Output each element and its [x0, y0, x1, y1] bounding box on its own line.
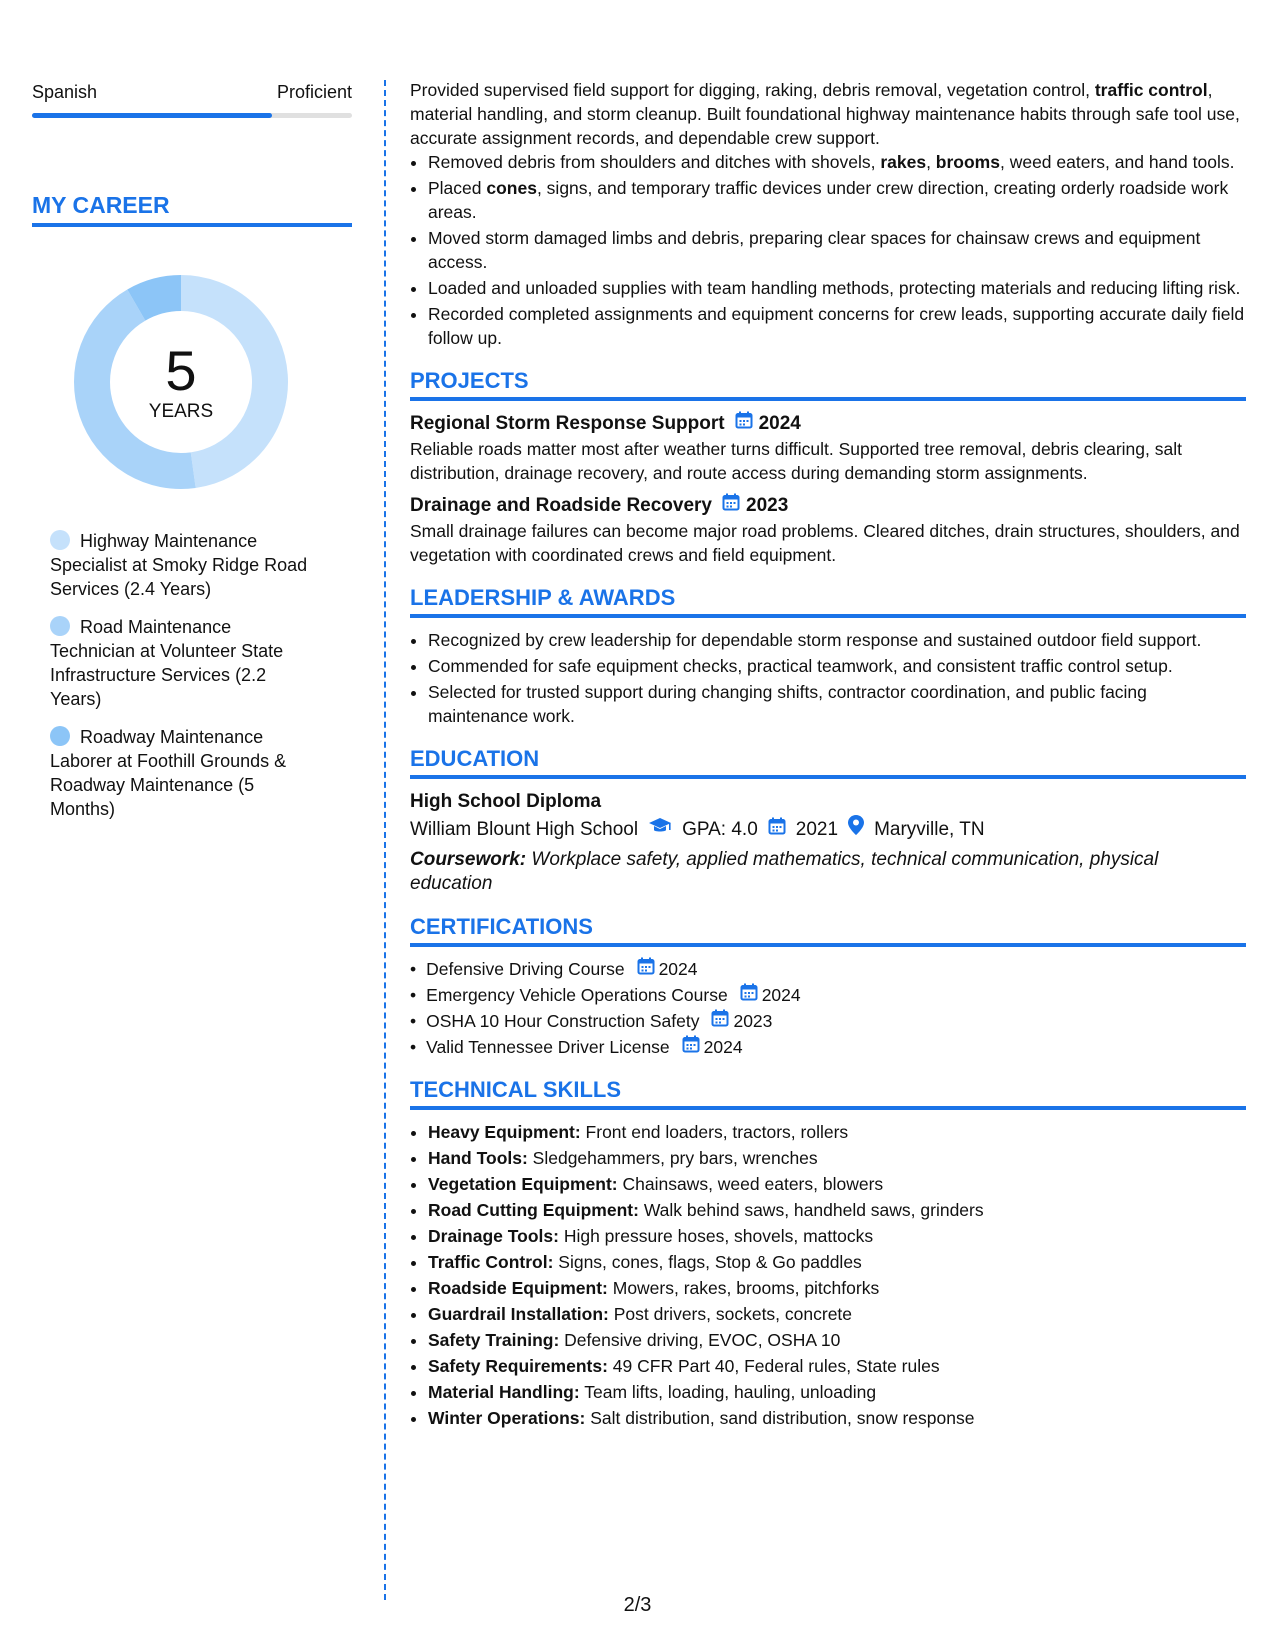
language-level: Proficient — [276, 82, 352, 102]
calendar-icon — [711, 1009, 729, 1033]
summary-text: Provided supervised field support for digging, raking, debris removal, vegetation control, — [410, 80, 1095, 100]
legend-dot — [50, 726, 70, 746]
skill-label: Safety Training: — [428, 1330, 560, 1350]
skill-value: Signs, cones, flags, Stop & Go paddles — [553, 1252, 862, 1272]
skill-value: Walk behind saws, handheld saws, grinders — [638, 1200, 984, 1220]
certification-item — [410, 957, 1246, 981]
coursework-label: Coursework: — [410, 849, 527, 870]
calendar-icon — [768, 816, 786, 844]
bullet-text: , — [926, 152, 936, 172]
certification-item — [410, 1009, 1246, 1033]
experience-bullet — [428, 302, 1246, 350]
bullet-text: Recorded completed assignments and equipment concerns for crew leads, supporting accurate daily field follow up. — [428, 304, 1245, 348]
certification-year: 2024 — [761, 985, 801, 1005]
legend-label: Roadway Maintenance Laborer at Foothill Grounds & Roadway Maintenance (5 Months) — [50, 727, 287, 819]
career-legend-item — [50, 529, 320, 601]
graduation-cap-icon — [648, 816, 672, 844]
projects-heading: PROJECTS — [410, 368, 1246, 401]
education-school: William Blount High School — [410, 818, 639, 840]
page-number: 2/3 — [623, 1594, 652, 1616]
skill-value: Sledgehammers, pry bars, wrenches — [527, 1148, 818, 1168]
experience-bullet — [428, 276, 1246, 300]
skill-item — [428, 1302, 1246, 1326]
project-year: 2024 — [758, 413, 801, 434]
leadership-item: • Selected for trusted support during changing shifts, contractor coordination, and public facing maintenance work. — [428, 680, 1246, 728]
skill-item — [428, 1328, 1246, 1352]
skill-item — [428, 1198, 1246, 1222]
leadership-heading: LEADERSHIP & AWARDS — [410, 585, 1246, 618]
skill-value: Team lifts, loading, hauling, unloading — [579, 1382, 877, 1402]
certifications-list — [410, 957, 1246, 1059]
education-details — [410, 815, 1246, 844]
education-coursework — [410, 848, 1246, 896]
skill-label: Drainage Tools: — [428, 1226, 559, 1246]
skill-item — [428, 1172, 1246, 1196]
education-location: Maryville, TN — [874, 818, 985, 840]
skill-value: Mowers, rakes, brooms, pitchforks — [607, 1278, 880, 1298]
skill-value: Chainsaws, weed eaters, blowers — [617, 1174, 884, 1194]
certifications-heading: CERTIFICATIONS — [410, 914, 1246, 947]
career-legend-item — [50, 615, 320, 711]
project-title: Regional Storm Response Support — [410, 413, 725, 434]
experience-bullet — [428, 150, 1246, 174]
skill-item — [428, 1380, 1246, 1404]
summary-bold-text: traffic control — [1094, 80, 1208, 100]
certification-name: • Valid Tennessee Driver License — [426, 1037, 670, 1057]
skill-label: Heavy Equipment: — [428, 1122, 581, 1142]
sidebar — [32, 78, 352, 835]
legend-label: Road Maintenance Technician at Volunteer State Infrastructure Services (2.2 Years) — [50, 617, 284, 709]
certification-item — [410, 983, 1246, 1007]
skill-value: 49 CFR Part 40, Federal rules, State rules — [607, 1356, 940, 1376]
calendar-icon — [740, 983, 758, 1007]
project-year: 2023 — [746, 495, 789, 516]
skill-item — [428, 1406, 1246, 1430]
bullet-bold-text: brooms — [935, 152, 1000, 172]
bullet-text: Moved storm damaged limbs and debris, preparing clear spaces for chainsaw crews and equipment access. — [428, 228, 1201, 272]
education-gpa: GPA: 4.0 — [682, 818, 758, 840]
career-donut-chart — [66, 267, 296, 497]
career-total-unit: YEARS — [148, 401, 214, 422]
bullet-text: Removed debris from shoulders and ditches with shovels, — [428, 152, 881, 172]
skill-label: Winter Operations: — [428, 1408, 586, 1428]
career-heading: MY CAREER — [32, 192, 352, 227]
donut-center — [66, 267, 296, 497]
legend-dot — [50, 530, 70, 550]
skill-label: Road Cutting Equipment: — [428, 1200, 639, 1220]
leadership-list — [410, 628, 1246, 728]
language-proficiency-fill — [32, 113, 272, 118]
projects-list — [410, 411, 1246, 567]
project-title: Drainage and Roadside Recovery — [410, 495, 712, 516]
calendar-icon — [735, 411, 753, 437]
skill-item — [428, 1146, 1246, 1170]
experience-bullet — [428, 226, 1246, 274]
calendar-icon — [637, 957, 655, 981]
education-degree: High School Diploma — [410, 791, 602, 812]
skills-list — [410, 1120, 1246, 1430]
bullet-text: , signs, and temporary traffic devices under crew direction, creating orderly roadside work areas. — [428, 178, 1229, 222]
skill-value: High pressure hoses, shovels, mattocks — [558, 1226, 874, 1246]
language-row — [32, 82, 352, 103]
leadership-item: • Recognized by crew leadership for dependable storm response and sustained outdoor field support. — [428, 628, 1246, 652]
project-title-row — [410, 411, 1246, 437]
skill-label: Guardrail Installation: — [428, 1304, 609, 1324]
calendar-icon — [722, 493, 740, 519]
coursework-text: Workplace safety, applied mathematics, technical communication, physical education — [410, 849, 1159, 894]
experience-summary — [410, 78, 1246, 150]
experience-bullet — [428, 176, 1246, 224]
language-proficiency-bar — [32, 113, 352, 118]
skill-label: Material Handling: — [428, 1382, 580, 1402]
skill-item — [428, 1120, 1246, 1144]
education-heading: EDUCATION — [410, 746, 1246, 779]
bullet-bold-text: cones — [486, 178, 537, 198]
bullet-bold-text: rakes — [880, 152, 927, 172]
summary-text: , material handling, and storm cleanup. Built foundational highway maintenance habits through safe tool use, accurate assignment records, and dependable crew support. — [410, 80, 1240, 148]
certification-item — [410, 1035, 1246, 1059]
project-description: Reliable roads matter most after weather turns difficult. Supported tree removal, debris clearing, salt distribution, drainage recovery, and route access during demanding storm assignments. — [410, 439, 1182, 483]
experience-bullets — [410, 150, 1246, 350]
skill-item — [428, 1354, 1246, 1378]
skill-label: Safety Requirements: — [428, 1356, 608, 1376]
skill-item — [428, 1224, 1246, 1248]
career-total-number: 5 — [165, 339, 197, 402]
language-name: Spanish — [32, 82, 98, 102]
project-title-row — [410, 493, 1246, 519]
skill-value: Post drivers, sockets, concrete — [608, 1304, 853, 1324]
certification-year: 2023 — [733, 1011, 773, 1031]
certification-name: • Emergency Vehicle Operations Course — [426, 985, 728, 1005]
certification-name: • OSHA 10 Hour Construction Safety — [426, 1011, 700, 1031]
skill-item — [428, 1250, 1246, 1274]
bullet-text: Placed — [428, 178, 487, 198]
certification-name: • Defensive Driving Course — [426, 959, 625, 979]
legend-label: Highway Maintenance Specialist at Smoky Ridge Road Services (2.4 Years) — [50, 531, 308, 599]
location-pin-icon — [848, 815, 864, 844]
career-legend-item — [50, 725, 320, 821]
skill-label: Roadside Equipment: — [428, 1278, 608, 1298]
skill-value: Front end loaders, tractors, rollers — [580, 1122, 849, 1142]
education-year: 2021 — [795, 818, 839, 840]
career-legend — [32, 529, 352, 821]
column-divider — [384, 80, 386, 1600]
skill-label: Traffic Control: — [428, 1252, 554, 1272]
calendar-icon — [682, 1035, 700, 1059]
project-description: Small drainage failures can become major road problems. Cleared ditches, drain structures, shoulders, and vegetation with coordinated crews and field equipment. — [410, 521, 1240, 565]
certification-year: 2024 — [703, 1037, 743, 1057]
skill-value: Defensive driving, EVOC, OSHA 10 — [559, 1330, 841, 1350]
leadership-item: • Commended for safe equipment checks, practical teamwork, and consistent traffic control setup. — [428, 654, 1246, 678]
skill-item — [428, 1276, 1246, 1300]
skill-label: Hand Tools: — [428, 1148, 528, 1168]
legend-dot — [50, 616, 70, 636]
skill-label: Vegetation Equipment: — [428, 1174, 618, 1194]
main-content — [410, 78, 1246, 1432]
bullet-text: , weed eaters, and hand tools. — [999, 152, 1235, 172]
bullet-text: Loaded and unloaded supplies with team handling methods, protecting materials and reducing lifting risk. — [428, 278, 1241, 298]
skill-value: Salt distribution, sand distribution, snow response — [585, 1408, 975, 1428]
skills-heading: TECHNICAL SKILLS — [410, 1077, 1246, 1110]
certification-year: 2024 — [658, 959, 698, 979]
